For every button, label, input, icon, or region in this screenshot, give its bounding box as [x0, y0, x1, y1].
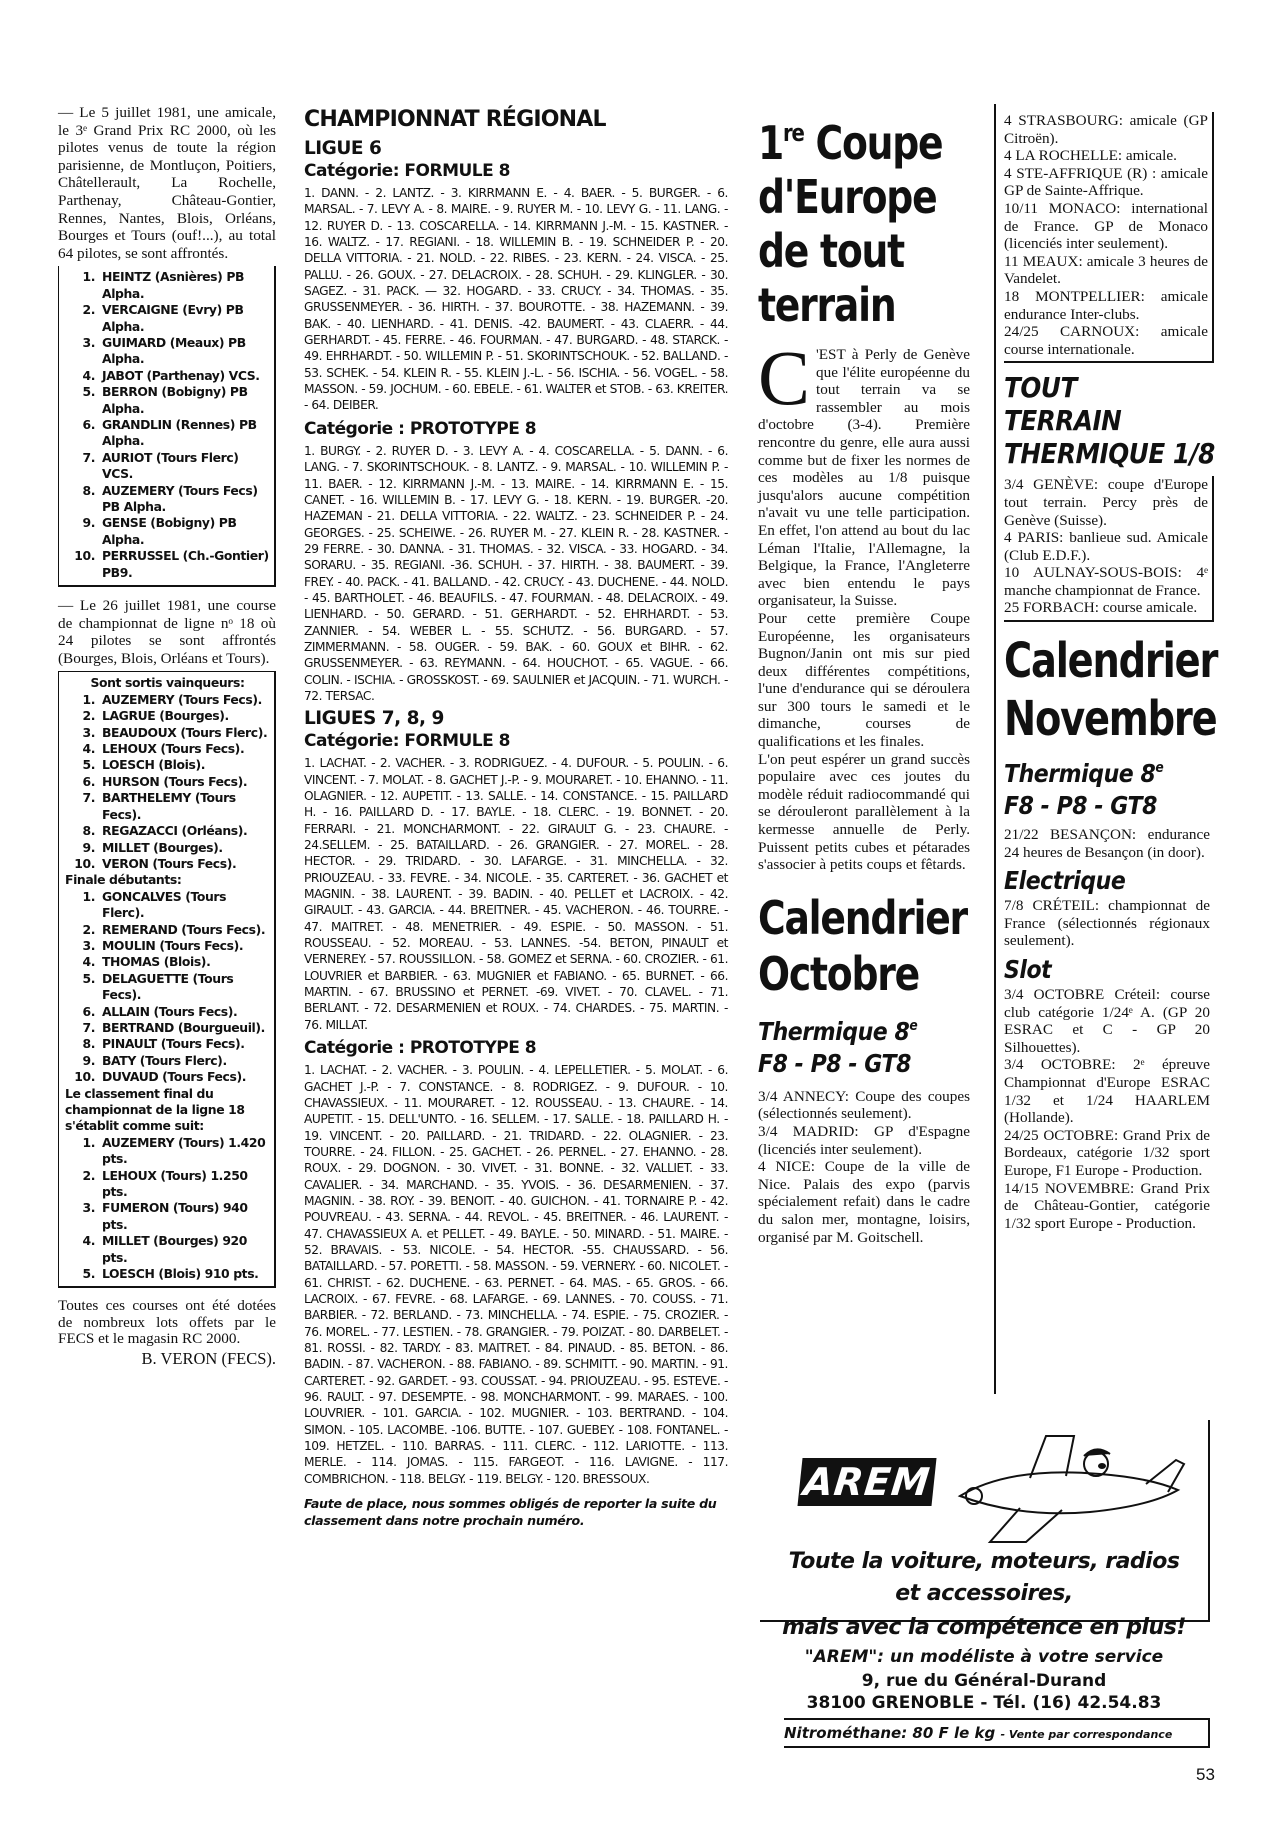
rank-entry: AURIOT (Tours Flerc) VCS.	[102, 449, 239, 482]
event-item: 18 MONTPELLIER: amicale endurance Inter-clubs.	[1004, 287, 1208, 323]
slot-event: 3/4 OCTOBRE Créteil: course club catégorie 1/24ᵉ A. (GP 20 ESRAC et C - GP 20 Silhouettes).	[1004, 986, 1210, 1056]
ligues789-f8-heading: Catégorie: FORMULE 8	[304, 731, 510, 752]
oct-event-3: 4 NICE: Coupe de la ville de Nice. Palais des expo (parvis spécialement refait) dans le cadre du salon mer, montagne, loisirs, organisé par M. Goitschell.	[758, 1158, 970, 1246]
oct-classes-heading: F8 - P8 - GT8	[758, 1048, 911, 1078]
rank-entry: GONCALVES (Tours Flerc).	[102, 888, 227, 921]
debutant-item	[65, 938, 270, 954]
rank-entry: LAGRUE (Bourges).	[102, 708, 229, 724]
final-title: Le classement final du championnat de la ligne 18 s'établit comme suit:	[65, 1085, 245, 1134]
rank-number: 2.	[82, 921, 95, 937]
rank-entry: BERRON (Bobigny) PB Alpha.	[102, 384, 248, 416]
rank-entry: AUZEMERY (Tours Fecs).	[102, 691, 262, 707]
rank-entry: BATY (Tours Flerc).	[102, 1052, 227, 1068]
rank-number: 1.	[82, 691, 95, 707]
tout-terrain-event: 25 FORBACH: course amicale.	[1004, 599, 1198, 617]
rank-entry: LOESCH (Blois).	[102, 757, 206, 773]
ad-line-3: mais avec la compétence en plus!	[782, 1615, 1186, 1640]
rank-number: 2.	[82, 1167, 95, 1183]
title-terrain: terrain	[758, 278, 896, 332]
final-standing-item	[65, 1135, 270, 1168]
debutants-list	[65, 889, 270, 1086]
rank-entry: AUZEMERY (Tours) 1.420 pts.	[102, 1134, 266, 1167]
electrique-heading: Electrique	[1004, 866, 1126, 896]
column-4	[1004, 112, 1218, 1232]
debutant-item	[65, 1053, 270, 1069]
rank-number: 1.	[82, 1134, 95, 1150]
rank-entry: HEINTZ (Asnières) PB Alpha.	[102, 269, 245, 301]
final-standing-item	[65, 1168, 270, 1201]
event-item: 10/11 MONACO: international de France. GP de Monaco (licenciés inter seulement).	[1004, 199, 1208, 253]
article-p3: L'on peut espérer un grand succès populaire avec ces joutes du modèle réduit radiocommandé qui se dérouleront parallèlement à la kermesse annuelle de Perly. Puissent petits cubes et pétarades s'associer à petits coups et fêtards.	[758, 750, 970, 874]
gp-result-item	[65, 548, 270, 581]
article-p2: Pour cette première Coupe Européenne, les organisateurs Bugnon/Janin ont mis sur pied deux différentes compétitions, l'une d'endurance qui se déroulera sur 300 tours le samedi et le dimanche, courses de qualifications et les finales.	[758, 609, 970, 751]
rank-number: 3.	[82, 937, 95, 953]
gp-results-box	[58, 266, 276, 587]
tt-line3: THERMIQUE 1/8	[1004, 437, 1215, 471]
rank-number: 8.	[82, 823, 95, 839]
tout-terrain-heading	[1004, 371, 1214, 470]
oct-thermique-heading	[758, 1010, 945, 1048]
ad-nitro-note: - Vente par correspondance	[1000, 1728, 1173, 1741]
cal-nov-word2: Novembre	[1004, 691, 1217, 748]
rank-number: 6.	[82, 417, 95, 432]
rank-entry: BEAUDOUX (Tours Flerc).	[102, 724, 268, 740]
gp-result-item	[65, 450, 270, 483]
oct-thermique-label: Thermique 8	[758, 1016, 910, 1046]
rank-entry: LOESCH (Blois) 910 pts.	[102, 1266, 259, 1282]
tout-terrain-event: 4 PARIS: banlieue sud. Amicale (Club E.D.F.).	[1004, 529, 1208, 564]
ligue6-heading: LIGUE 6	[304, 138, 382, 159]
gp-result-item	[65, 269, 270, 302]
ligue18-intro: — Le 26 juillet 1981, une course de championnat de ligne nᵒ 18 où 24 pilotes se sont affrontés (Bourges, Blois, Orléans et Tours).	[58, 597, 276, 667]
gp-result-item	[65, 483, 270, 516]
tout-terrain-events	[1004, 476, 1214, 622]
rank-number: 9.	[82, 515, 95, 531]
title-europe: d'Europe	[758, 170, 937, 224]
winner-item	[65, 840, 270, 856]
ligues789-p8-results: 1. LACHAT. - 2. VACHER. - 3. POULIN. - 4. LEPELLETIER. - 5. MOLAT. - 6. GACHET J.-P. - 7. CONSTANCE. - 8. RODRIGEZ. - 9. DUFOUR. - 10. CHAVASSIEUX. - 11. MOURARET. - 12. ROUSSEAU. - 13. CHAURE. - 14. AUPETIT. - 15. DELL'UNTO. - 16. SELLEM. - 17. SALLE. - 18. PAILLARD H. - 19. VINCENT. - 20. PAILLARD. - 21. TRIDARD. - 22. OLAGNIER. - 23. TOURRE. - 24. FILLON. - 25. GACHET. - 26. PERNEL. - 27. EHANNO. - 28. ROUX. - 29. DOGNON. - 30. VIVET. - 31. BONNE. - 32. VALLIET. - 33. CAVALIER. - 34. MARCHAND. - 35. YVOIS. - 36. DESARMENIEN. - 37. MAGNIN. - 38. ROY. - 39. BENOIT. - 40. GUICHON. - 41. TORNAIRE P. - 42. POUVREAU. - 43. SERNA. - 44. REVOL. - 45. BREITNER. - 46. LAURENT. - 47. CHAVASSIEUX A. et PELLET. - 49. BAYLE. - 50. MINARD. - 51. MAIRE. - 52. BRAVAIS. - 53. NICOLE. - 54. HECTOR. -55. CHAUSSARD. - 56. BATAILLARD. - 57. PORETTI. - 58. MASSON. - 59. VERNERY. - 60. NICOLET. - 61. CHRIST. - 62. DUCHENE. - 63. PERNET. - 64. MAS. - 65. GROS. - 66. LACROIX. - 67. FEVRE. - 68. LAFARGE. - 69. LANNES. - 70. COUSS. - 71. BARBIER. - 72. BERLAND. - 73. MINCHELLA. - 74. ESPIE. - 75. CROZIER. - 76. MOREL. - 77. LESTIEN. - 78. GRANGIER. - 79. POIZAT. - 80. DARBELET. - 81. ROSSI. - 82. TARDY. - 83. MAITRET. - 84. PINAUD. - 85. BETON. - 86. BADIN. - 87. VACHERON. - 88. FABIANO. - 89. SCHMITT. - 90. MARTIN. - 91. CARTERET. - 92. GARDET. - 93. COUSSAT. - 94. PRIOUZEAU. - 95. ESTEVE. - 96. RAULT. - 97. DESEMPTE. - 98. MONCHARMONT. - 99. MARAES. - 100. LOUVRIER. - 101. GARCIA. - 102. MUGNIER. - 103. BERTRAND. - 104. SIMON. - 105. LACOMBE. -106. BUTTE. - 107. GUEBEY. - 108. FONTANEL. - 109. HETZEL. - 110. BARRAS. - 111. CLERC. - 112. LARIOTTE. - 113. MERLE. - 114. JOMAS. - 115. FARGEOT. - 116. LAVIGNE. - 117. COMBRICHON. - 118. BELGY. - 119. BELGY. - 120. BRESSOUX.	[304, 1063, 728, 1486]
cal-oct-word2: Octobre	[758, 946, 919, 1001]
outro: Toutes ces courses ont été dotées de nombreux lots offets par le FECS et le magasin RC 2000.	[58, 1297, 276, 1348]
rank-entry: BARTHELEMY (Tours Fecs).	[102, 790, 236, 822]
rank-entry: MILLET (Bourges).	[102, 839, 223, 855]
rank-entry: THOMAS (Blois).	[102, 954, 211, 970]
gp-result-item	[65, 368, 270, 384]
winner-item	[65, 790, 270, 823]
rank-number: 7.	[82, 1019, 95, 1035]
final-standing-item	[65, 1233, 270, 1266]
column-divider	[994, 104, 996, 1394]
oct-events-continued	[1004, 112, 1214, 363]
rank-number: 3.	[82, 334, 95, 350]
rank-number: 5.	[82, 757, 95, 773]
cal-oct-word1: Calendrier	[758, 890, 967, 945]
title-tout: de tout	[758, 224, 904, 278]
rank-entry: DUVAUD (Tours Fecs).	[102, 1069, 247, 1085]
gp-result-item	[65, 302, 270, 335]
rank-entry: PERRUSSEL (Ch.-Gontier) PB9.	[102, 548, 269, 580]
title-ordinal-sup: re	[783, 119, 804, 147]
rank-entry: PINAULT (Tours Fecs).	[102, 1036, 245, 1052]
rank-number: 3.	[82, 724, 95, 740]
winners-list	[65, 692, 270, 872]
title-ordinal: 1	[758, 116, 784, 170]
title-coupe: Coupe	[815, 116, 943, 170]
rank-number: 6.	[82, 1003, 95, 1019]
final-standings-list	[65, 1135, 270, 1283]
rank-entry: MILLET (Bourges) 920 pts.	[102, 1233, 248, 1265]
debutant-item	[65, 1004, 270, 1020]
gp-result-item	[65, 384, 270, 417]
ad-nitro: Nitrométhane: 80 F le kg	[784, 1724, 996, 1742]
rank-entry: FUMERON (Tours) 940 pts.	[102, 1200, 248, 1232]
rank-entry: DELAGUETTE (Tours Fecs).	[102, 970, 234, 1003]
championship-title: CHAMPIONNAT RÉGIONAL	[304, 107, 606, 132]
winner-item	[65, 692, 270, 708]
slot-event: 3/4 OCTOBRE: 2ᵉ épreuve Championnat d'Europe ESRAC 1/32 et 1/24 HAARLEM (Hollande).	[1004, 1056, 1210, 1127]
page-number: 53	[1196, 1765, 1215, 1784]
slot-event: 14/15 NOVEMBRE: Grand Prix de Château-Gontier, catégorie 1/32 sport Europe - Production.	[1004, 1179, 1210, 1232]
rank-entry: HURSON (Tours Fecs).	[102, 773, 248, 789]
rank-number: 5.	[82, 970, 95, 986]
ligue6-p8-results: 1. BURGY. - 2. RUYER D. - 3. LEVY A. - 4. COSCARELLA. - 5. DANN. - 6. LANG. - 7. SKORINTSCHOUK. - 8. LANTZ. - 9. MARSAL. - 10. WILLEMIN P. - 11. BAER. - 12. KIRRMANN J.-M. - 13. MAIRE. - 14. KIRRMANN E. - 15. CANET. - 16. WILLEMIN B. - 17. LEVY G. - 18. KERN. - 19. BURGER. -20. HAZEMAN - 21. DELLA VITTORIA. - 22. WALTZ. - 23. SCHNEIDER P. - 24. GEORGES. - 25. SCHEIWE. - 26. RUYER M. - 27. KLEIN R. - 28. KASTNER. - 29 FERRE. - 30. DANNA. - 31. THOMAS. - 32. VISCA. - 33. HOGARD. - 34. SORARU. - 35. REGIANI. -36. SCHUH. - 37. HIRTH. - 38. BAUMERT. - 39. FREY. - 40. PACK. - 41. BALLAND. - 42. CRUCY. - 43. DUCHENE. - 44. NOLD. - 45. BARTHOLET. - 46. BEAUFILS. - 47. FOURMAN. - 48. DELACROIX. - 49. LIENHARD. - 50. GERARD. - 51. GERHARDT. - 52. EHRHARDT. - 53. ZANNIER. - 54. WEBER L. - 55. SCHUTZ. - 56. BURGARD. - 57. ZIMMERMANN. - 58. OUGER. - 59. BAK. - 60. GOUX et BIHR. - 62. GRUSSENMEYER. - 63. REYMANN. - 64. HOUCHOT. - 65. VAGUE. - 66. COLIN. - ISCHIA. - GROSSKOST. - 69. SAULNIER et JACQUIN. - 71. WURCH. - 72. TERSAC.	[304, 443, 728, 703]
ad-nitro-bar	[784, 1718, 1210, 1748]
rank-number: 6.	[82, 773, 95, 789]
rank-entry: VERON (Tours Fecs).	[102, 855, 237, 871]
debutant-item	[65, 971, 270, 1004]
event-item: 4 STRASBOURG: amicale (GP Citroën).	[1004, 112, 1208, 147]
ligue6-f8-results: 1. DANN. - 2. LANTZ. - 3. KIRRMANN E. - 4. BAER. - 5. BURGER. - 6. MARSAL. - 7. LEVY A. - 8. MAIRE. - 9. RUYER M. - 10. LEVY G. - 11. LANG. - 12. RUYER D. - 13. COSCARELLA. - 14. KIRRMANN J.-M. - 15. KASTNER. - 16. WALTZ. - 17. REGIANI. - 18. WILLEMIN B. - 19. SCHNEIDER P. - 20. DELLA VITTORIA. - 21. NOLD. - 22. RIBES. - 23. KERN. - 24. VISCA. - 25. PALLU. - 26. GOUX. - 27. DELACROIX. - 28. SCHUH. - 29. KLINGLER. - 30. SAGEZ. - 31. PACK. — 32. HOGARD. - 33. CRUCY. - 34. THOMAS. - 35. GRUSSENMEYER. - 36. HIRTH. - 37. BOUROTTE. - 38. HAZEMANN. - 39. BAK. - 40. LIENHARD. - 41. DENIS. -42. BAUMERT. - 43. CLAERR. - 44. GERHARDT. - 45. FERRE. - 46. FOURMAN. - 47. BURGARD. - 48. STARCK. - 49. EHRHARDT. - 50. WILLEMIN P. - 51. SKORINTSCHOUK. - 52. BALLAND. - 53. SCHEK. - 54. KLEIN R. - 55. KLEIN J.-L. - 56. ISCHIA. - 56. VOGEL. - 58. MASSON. - 59. JOCHUM. - 60. EBELE. - 61. WALTER et STOB. - 63. KREITER. - 64. DEIBER.	[304, 186, 728, 413]
ad-address-2: 38100 GRENOBLE - Tél. (16) 42.54.83	[806, 1693, 1162, 1713]
rank-number: 9.	[82, 839, 95, 855]
rank-entry: JABOT (Parthenay) VCS.	[102, 367, 260, 383]
ligue6-p8-heading: Catégorie : PROTOTYPE 8	[304, 418, 537, 439]
rank-number: 2.	[82, 708, 95, 724]
debutant-item	[65, 1020, 270, 1036]
nov-thermique-label: Thermique 8	[1004, 759, 1156, 789]
airplane-pilot-illustration	[950, 1426, 1190, 1546]
debutant-item	[65, 954, 270, 970]
winner-item	[65, 823, 270, 839]
debutant-item	[65, 889, 270, 922]
winner-item	[65, 856, 270, 872]
dropcap: C	[758, 334, 811, 421]
tt-line1: TOUT	[1004, 371, 1077, 405]
rank-number: 5.	[82, 384, 95, 400]
slot-events	[1004, 986, 1214, 1232]
rank-entry: AUZEMERY (Tours Fecs) PB Alpha.	[102, 482, 258, 515]
debutant-item	[65, 922, 270, 938]
rank-number: 4.	[82, 367, 95, 383]
nov-classes-heading: F8 - P8 - GT8	[1004, 791, 1157, 821]
coupe-title	[758, 106, 943, 332]
event-item: 24/25 CARNOUX: amicale course internationale.	[1004, 323, 1208, 358]
rank-number: 4.	[82, 1233, 95, 1249]
tout-terrain-event: 10 AULNAY-SOUS-BOIS: 4ᵉ manche championnat de France.	[1004, 564, 1208, 599]
ligues789-f8-results: 1. LACHAT. - 2. VACHER. - 3. RODRIGUEZ. - 4. DUFOUR. - 5. POULIN. - 6. VINCENT. - 7. MOLAT. - 8. GACHET J.-P. - 9. MOURARET. - 10. EHANNO. - 11. OLAGNIER. - 12. AUPETIT. - 13. SALLE. - 14. CONSTANCE. - 15. PAILLARD H. - 16. PAILLARD D. - 17. BAYLE. - 18. CLERC. - 19. BONNET. - 20. FERRARI. - 21. MONCHARMONT. - 22. GIRAULT G. - 23. CHAURE. - 24.SELLEM. - 25. BATAILLARD. - 26. GRANGIER. - 27. MOREL. - 28. HECTOR. - 29. TRIDARD. - 30. LAFARGE. - 31. MINCHELLA. - 32. PRIOUZEAU. - 33. FEVRE. - 34. NICOLE. - 35. CARTERET. - 36. GACHET et MAGNIN. - 38. LAURENT. - 39. BADIN. - 40. PELLET et LACROIX. - 42. GIRAULT. - 43. GARCIA. - 44. BREITNER. - 45. VACHERON. - 46. TOURRE. - 47. MAITRET. - 48. MENETRIER. - 49. ESPIE. - 50. MASSON. - 51. ROUSSEAU. - 52. MOREAU. - 53. LANNES. -54. BETON, PINAULT et VERNEREY. - 57. ROUSSILLON. - 58. GOMEZ et SERNA. - 60. CROZIER. - 61. LOUVRIER et BARBIER. - 63. MUGNIER et FABIANO. - 65. BURNET. - 66. MARTIN. - 67. BRUSSINO et PERNET. -69. VIVET. - 70. CLAVEL. - 71. BERLANT. - 72. DESARMENIEN et ROUX. - 74. CHARDES. - 75. MARTIN. - 76. MILLAT.	[304, 756, 728, 1032]
nov-thermique-sup: e	[1155, 760, 1164, 777]
calendar-october-title	[758, 890, 967, 1002]
ad-address-1: 9, rue du Général-Durand	[861, 1671, 1107, 1691]
rank-entry: GUIMARD (Meaux) PB Alpha.	[102, 334, 246, 367]
nov-thermique-event: 21/22 BESANÇON: endurance 24 heures de Besançon (in door).	[1004, 826, 1210, 861]
ligues789-heading: LIGUES 7, 8, 9	[304, 708, 444, 730]
rank-number: 10.	[74, 548, 95, 564]
winner-item	[65, 725, 270, 741]
calendar-november-title	[1004, 632, 1218, 748]
nov-electrique-event: 7/8 CRÉTEIL: championnat de France (sélectionnés régionaux seulement).	[1004, 897, 1210, 950]
slot-heading: Slot	[1004, 955, 1052, 985]
rank-number: 8.	[82, 1036, 95, 1052]
final-standing-item	[65, 1200, 270, 1233]
rank-entry: REMERAND (Tours Fecs).	[102, 921, 266, 937]
debutant-item	[65, 1036, 270, 1052]
rank-number: 3.	[82, 1200, 95, 1216]
rank-number: 4.	[82, 741, 95, 757]
ligues789-p8-heading: Catégorie : PROTOTYPE 8	[304, 1038, 537, 1059]
rank-number: 1.	[82, 888, 95, 904]
tt-line2: TERRAIN	[1004, 404, 1122, 438]
ad-line-1: Toute la voiture, moteurs, radios	[788, 1549, 1180, 1574]
arem-advertisement	[760, 1420, 1210, 1622]
nov-thermique-heading	[1004, 752, 1189, 790]
gp-results-list	[65, 269, 270, 581]
article-p1: 'EST à Perly de Genève que l'élite européenne du tout terrain va se rassembler au mois d'octobre (3-4). Première rencontre du genre, elle aura aussi comme but de fixer les normes de ces modèles au 1/8 puisque jusqu'alors aucune compétition n'avait vu une telle participation. En effet, l'on attend au bout du lac Léman l'Italie, l'Allemagne, la Belgique, la France, l'Angleterre avec bien entendu le pays organisateur, la Suisse.	[758, 346, 970, 610]
final-standing-item	[65, 1266, 270, 1282]
oct-event-1: 3/4 ANNECY: Coupe des coupes (sélectionnés seulement).	[758, 1087, 970, 1123]
winner-item	[65, 708, 270, 724]
rank-number: 10.	[74, 1069, 95, 1085]
rank-entry: GRANDLIN (Rennes) PB Alpha.	[102, 417, 257, 449]
rank-entry: ALLAIN (Tours Fecs).	[102, 1003, 238, 1019]
event-item: 11 MEAUX: amicale 3 heures de Vandelet.	[1004, 252, 1208, 288]
ad-line-4: "AREM": un modéliste à votre service	[804, 1647, 1164, 1667]
event-item: 4 LA ROCHELLE: amicale.	[1004, 147, 1177, 165]
winner-item	[65, 741, 270, 757]
rank-number: 4.	[82, 954, 95, 970]
gp-result-item	[65, 417, 270, 450]
event-item: 4 STE-AFFRIQUE (R) : amicale GP de Sainte-Affrique.	[1004, 164, 1208, 200]
ligue6-f8-heading: Catégorie: FORMULE 8	[304, 161, 510, 181]
rank-entry: BERTRAND (Bourgueuil).	[102, 1019, 265, 1035]
rank-entry: MOULIN (Tours Fecs).	[102, 937, 244, 953]
rank-number: 7.	[82, 449, 95, 465]
rank-number: 9.	[82, 1052, 95, 1068]
cal-nov-word1: Calendrier	[1004, 633, 1218, 690]
rank-number: 7.	[82, 790, 95, 806]
oct-thermique-sup: e	[909, 1017, 918, 1034]
rank-entry: LEHOUX (Tours) 1.250 pts.	[102, 1167, 248, 1200]
tout-terrain-event: 3/4 GENÈVE: coupe d'Europe tout terrain. Percy près de Genève (Suisse).	[1004, 476, 1208, 529]
signature: B. VERON (FECS).	[141, 1348, 276, 1368]
rank-number: 1.	[82, 269, 95, 285]
oct-event-2: 3/4 MADRID: GP d'Espagne (licenciés inter seulement).	[758, 1123, 970, 1158]
slot-event: 24/25 OCTOBRE: Grand Prix de Bordeaux, catégorie 1/32 sport Europe, F1 Europe - Production.	[1004, 1126, 1210, 1179]
coupe-article	[758, 334, 970, 874]
arem-logo: AREM	[797, 1458, 936, 1506]
rank-number: 8.	[82, 482, 95, 498]
rank-entry: VERCAIGNE (Evry) PB Alpha.	[102, 302, 244, 334]
rank-number: 2.	[82, 302, 95, 318]
winner-item	[65, 757, 270, 773]
winners-title: Sont sortis vainqueurs:	[90, 675, 245, 691]
gp-result-item	[65, 335, 270, 368]
debutant-item	[65, 1069, 270, 1085]
rank-entry: REGAZACCI (Orléans).	[102, 823, 248, 839]
column-3	[758, 104, 970, 1246]
footnote: Faute de place, nous sommes obligés de reporter la suite du classement dans notre prochain numéro.	[304, 1496, 717, 1529]
rank-entry: LEHOUX (Tours Fecs).	[102, 741, 245, 757]
gp-intro: — Le 5 juillet 1981, une amicale, le 3ᵉ Grand Prix RC 2000, où les pilotes venus de toute la région parisienne, de Montluçon, Poitiers, Châtellerault, La Rochelle, Parthenay, Château-Gontier, Rennes, Nantes, Blois, Orléans, Bourges et Tours (ouf!...), au total 64 pilotes, se sont affrontés.	[58, 104, 276, 262]
ad-line-2: et accessoires,	[895, 1581, 1073, 1606]
column-2	[304, 104, 728, 1529]
gp-result-item	[65, 515, 270, 548]
rank-number: 10.	[74, 855, 95, 871]
rank-entry: GENSE (Bobigny) PB Alpha.	[102, 515, 237, 547]
winner-item	[65, 774, 270, 790]
rank-number: 5.	[82, 1266, 95, 1282]
column-1	[58, 104, 276, 1368]
ligue18-box	[58, 671, 276, 1288]
debutants-title: Finale débutants:	[65, 872, 182, 888]
